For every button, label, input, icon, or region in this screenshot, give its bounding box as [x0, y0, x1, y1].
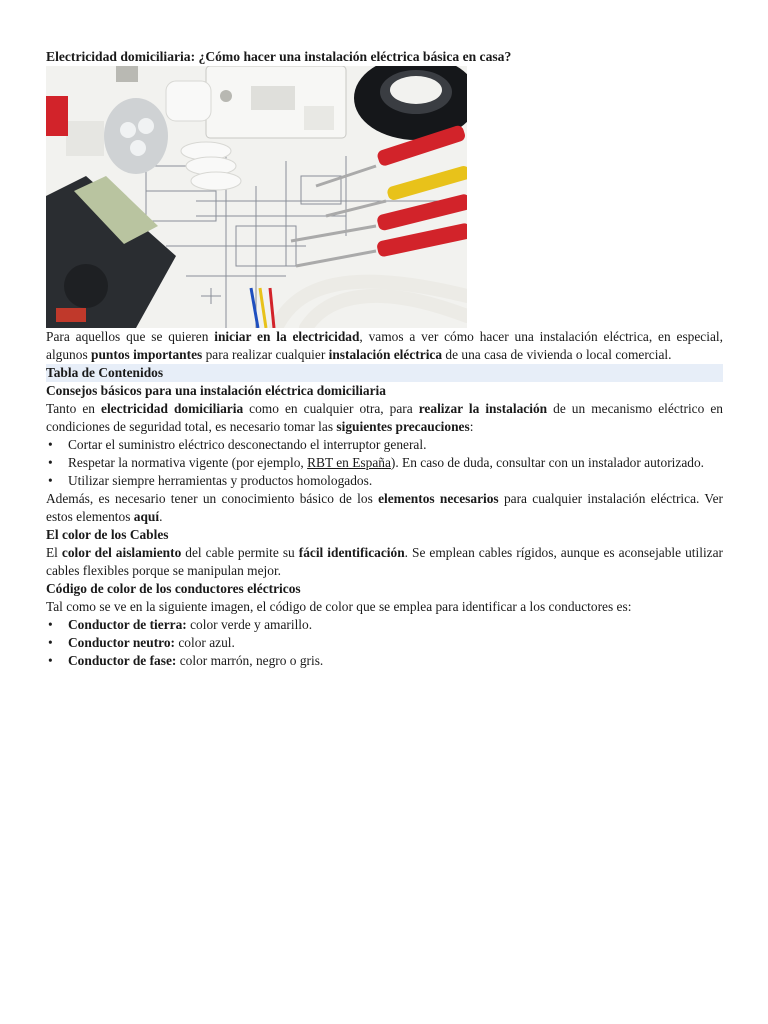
ademas-bold: elementos necesarios — [378, 491, 499, 506]
consejos-text: como en cualquier otra, para — [243, 401, 419, 416]
ademas-paragraph — [46, 490, 723, 526]
color-text: . Se emplean cables rígidos, aunque es aconsejable utilizar cables flexibles porque se manipulan mejor. — [46, 545, 724, 578]
list-item — [46, 616, 723, 634]
bullet: • — [48, 473, 53, 488]
list-item — [46, 436, 723, 454]
list-item-text: Utilizar siempre herramientas y productos homologados. — [68, 473, 373, 488]
list-item-text: Respetar la normativa vigente (por ejemplo, — [68, 455, 308, 470]
conductor-label: Conductor de fase: — [68, 653, 177, 668]
rbt-link[interactable]: RBT en España — [307, 455, 391, 470]
document-title: Electricidad domiciliaria: ¿Cómo hacer una instalación eléctrica básica en casa? — [46, 49, 512, 64]
list-item-text: ). En caso de duda, consultar con un instalador autorizado. — [390, 455, 704, 470]
ademas-text: Además, es necesario tener un conocimiento básico de los — [46, 491, 379, 506]
bullet: • — [48, 635, 53, 650]
consejos-text: Tanto en — [46, 401, 101, 416]
list-item — [46, 634, 723, 652]
aqui-link[interactable]: aquí — [133, 509, 160, 524]
list-item-text: Cortar el suministro eléctrico desconectando el interruptor general. — [68, 437, 427, 452]
intro-paragraph — [46, 328, 723, 364]
intro-text: para realizar cualquier — [202, 347, 329, 362]
intro-bold: iniciar en la electricidad — [214, 329, 360, 344]
bullet: • — [48, 455, 53, 470]
bullet: • — [48, 437, 53, 452]
consejos-text: : — [469, 419, 474, 434]
intro-text: , vamos a ver cómo hacer una instalación eléctrica, en especial, algunos — [46, 329, 723, 362]
color-bold: color del aislamiento — [61, 545, 182, 560]
conductor-text: color verde y amarillo. — [186, 617, 313, 632]
bullet: • — [48, 617, 53, 632]
heading-color-cables: El color de los Cables — [46, 527, 169, 542]
consejos-bold: siguientes precauciones — [336, 419, 470, 434]
color-text: del cable permite su — [181, 545, 299, 560]
precauciones-list — [46, 436, 723, 490]
table-of-contents-toggle[interactable]: Tabla de Contenidos — [46, 364, 723, 382]
circuit-breaker — [206, 66, 346, 138]
red-tool-handle — [46, 96, 68, 136]
conductor-label: Conductor neutro: — [68, 635, 176, 650]
intro-text: de una casa de vivienda o local comercial. — [442, 347, 672, 362]
document-body — [46, 48, 723, 670]
hero-image — [46, 66, 467, 328]
consejos-bold: electricidad domiciliaria — [101, 401, 244, 416]
intro-bold: puntos importantes — [91, 347, 203, 362]
conductores-list — [46, 616, 723, 670]
ademas-text: . — [159, 509, 163, 524]
color-bold: fácil identificación — [298, 545, 405, 560]
list-item — [46, 652, 723, 670]
ademas-text: para cualquier instalación eléctrica. Ver estos elementos — [46, 491, 724, 524]
consejos-text: de un mecanismo eléctrico en condiciones de seguridad total, es necesario tomar las — [46, 401, 723, 434]
codigo-intro: Tal como se ve en la siguiente imagen, el código de color que se emplea para identificar a los conductores es: — [46, 599, 632, 614]
bullet: • — [48, 653, 53, 668]
conductor-label: Conductor de tierra: — [68, 617, 187, 632]
intro-bold: instalación eléctrica — [328, 347, 443, 362]
consejos-paragraph — [46, 400, 723, 436]
color-paragraph — [46, 544, 723, 580]
heading-consejos: Consejos básicos para una instalación eléctrica domiciliaria — [46, 383, 386, 398]
conductor-text: color marrón, negro o gris. — [176, 653, 324, 668]
consejos-bold: realizar la instalación — [418, 401, 548, 416]
list-item — [46, 454, 723, 472]
conductor-text: color azul. — [175, 635, 235, 650]
color-text: El — [46, 545, 62, 560]
intro-text: Para aquellos que se quieren — [46, 329, 215, 344]
list-item — [46, 472, 723, 490]
heading-codigo-color: Código de color de los conductores eléctricos — [46, 581, 301, 596]
